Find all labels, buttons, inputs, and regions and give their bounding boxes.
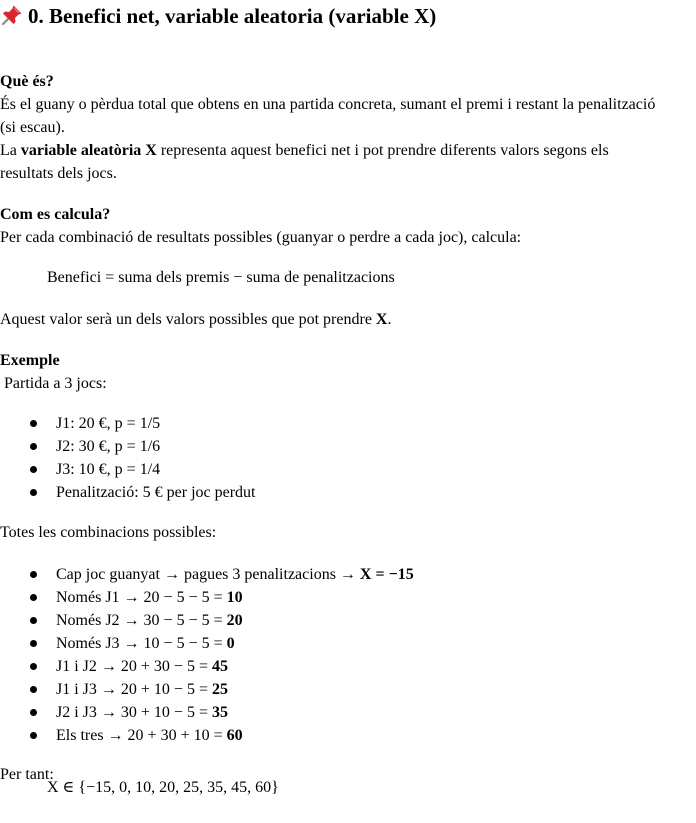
- per-tant: Per tant:: [0, 766, 54, 783]
- combo-result: 45: [211, 658, 228, 675]
- games-list: [0, 412, 696, 504]
- bullet-icon: [30, 443, 37, 450]
- combo-text: J1 i J3 → 20 + 10 − 5 =: [56, 681, 212, 698]
- list-item: [0, 609, 696, 632]
- list-item: [0, 586, 696, 609]
- formula-result-pre: Aquest valor serà un dels valors possibles que pot prendre: [0, 311, 376, 328]
- pushpin-icon: [0, 3, 24, 27]
- que-es-line-3-post: representa aquest benefici net i pot prendre diferents valors segons els: [156, 142, 609, 159]
- combo-result: 60: [226, 727, 243, 744]
- list-item: [0, 435, 696, 458]
- list-item: [0, 678, 696, 701]
- com-es-calcula-line-1: Per cada combinació de resultats possibles (guanyar o perdre a cada joc), calcula:: [0, 229, 522, 246]
- formula-result-line: [0, 308, 696, 331]
- bullet-icon: [30, 732, 37, 739]
- combo-text: Cap joc guanyat → pagues 3 penalitzacions →: [56, 566, 360, 583]
- exemple-intro: Partida a 3 jocs:: [0, 375, 107, 392]
- page-title: [0, 3, 436, 29]
- list-item: [0, 563, 696, 586]
- list-item: [0, 701, 696, 724]
- section-exemple: [0, 349, 696, 395]
- bullet-icon: [30, 571, 37, 578]
- list-item: [0, 412, 696, 435]
- combo-text: J2 i J3 → 30 + 10 − 5 =: [56, 704, 212, 721]
- combo-text: Només J1 → 20 − 5 − 5 =: [56, 589, 227, 606]
- bullet-icon: [30, 686, 37, 693]
- combo-result: X = −15: [359, 566, 414, 583]
- bullet-icon: [30, 663, 37, 670]
- game-item-text: J1: 20 €, p = 1/5: [56, 415, 161, 432]
- que-es-line-1: És el guany o pèrdua total que obtens en una partida concreta, sumant el premi i restant la penalització: [0, 96, 656, 113]
- list-item: [0, 724, 696, 747]
- combo-result: 35: [211, 704, 228, 721]
- benefici-formula: Benefici = suma dels premis − suma de penalitzacions: [47, 269, 395, 286]
- combo-result: 10: [226, 589, 243, 606]
- bullet-icon: [30, 640, 37, 647]
- game-item-text: Penalització: 5 € per joc perdut: [56, 484, 256, 501]
- value-set: X ∈ {−15, 0, 10, 20, 25, 35, 45, 60}: [47, 779, 279, 796]
- combo-text: Només J2 → 30 − 5 − 5 =: [56, 612, 227, 629]
- formula-result-post: .: [387, 311, 392, 328]
- list-item: [0, 458, 696, 481]
- heading-que-es: Què és?: [0, 73, 54, 90]
- bullet-icon: [30, 617, 37, 624]
- combo-result: 0: [226, 635, 235, 652]
- section-que-es: [0, 70, 696, 185]
- combo-text: Només J3 → 10 − 5 − 5 =: [56, 635, 227, 652]
- list-item: [0, 655, 696, 678]
- section-com-es-calcula: [0, 203, 696, 249]
- combo-result: 20: [226, 612, 243, 629]
- que-es-line-3-pre: La: [0, 142, 21, 159]
- bullet-icon: [30, 709, 37, 716]
- heading-com-es-calcula: Com es calcula?: [0, 206, 111, 223]
- combo-text: Els tres → 20 + 30 + 10 =: [56, 727, 227, 744]
- que-es-line-4: resultats dels jocs.: [0, 165, 117, 182]
- game-item-text: J2: 30 €, p = 1/6: [56, 438, 161, 455]
- game-item-text: J3: 10 €, p = 1/4: [56, 461, 161, 478]
- combos-intro: Totes les combinacions possibles:: [0, 524, 217, 541]
- combo-result: 25: [211, 681, 228, 698]
- bullet-icon: [30, 466, 37, 473]
- bullet-icon: [30, 420, 37, 427]
- combos-list: [0, 563, 696, 747]
- formula-result-bold: X: [375, 311, 388, 328]
- list-item: [0, 632, 696, 655]
- list-item: [0, 481, 696, 504]
- combo-text: J1 i J2 → 20 + 30 − 5 =: [56, 658, 212, 675]
- que-es-line-3: [0, 139, 696, 162]
- que-es-line-3-bold: variable aleatòria X: [20, 142, 157, 159]
- page-title-text: 0. Benefici net, variable aleatoria (variable X): [28, 4, 437, 28]
- bullet-icon: [30, 594, 37, 601]
- bullet-icon: [30, 489, 37, 496]
- que-es-line-2: (si escau).: [0, 119, 65, 136]
- heading-exemple: Exemple: [0, 352, 60, 369]
